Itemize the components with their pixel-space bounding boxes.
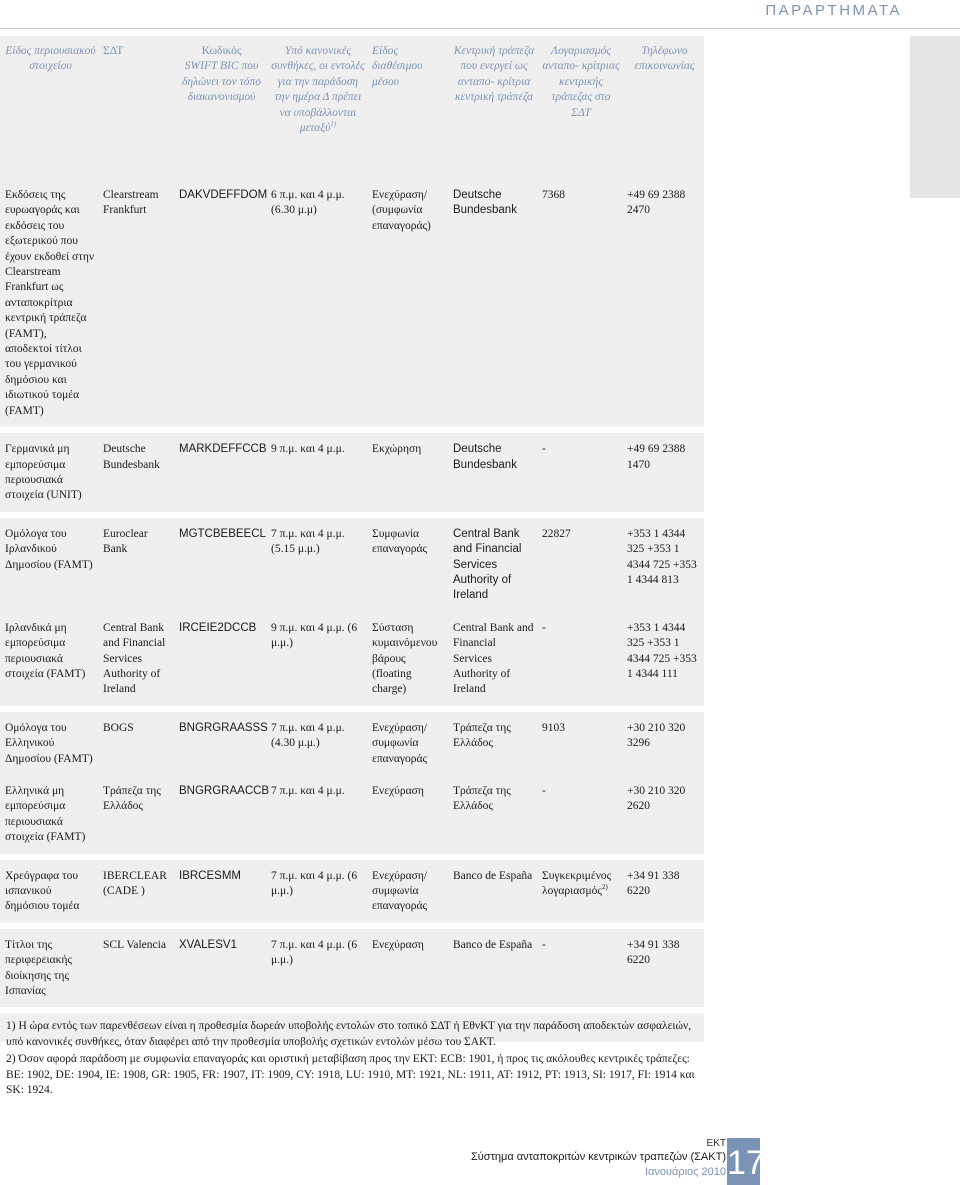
cell-sss: Central Bank and Financial Services Authority of Ireland [103,621,166,696]
cell-asset-type: Τίτλοι της περιφερειακής διοίκησης της Ισπανίας [0,923,98,1008]
cell-account-note: 2) [601,883,608,892]
cell-bic: MARKDEFFCCB [174,427,266,512]
cell-instrument: Ενεχύραση/ συμφωνία επαναγοράς [367,706,448,775]
cell-sss: BOGS [98,706,174,775]
cell-phone: +34 91 338 6220 [622,923,704,1008]
cell-asset-type: Χρεόγραφα του ισπανικού δημόσιου τομέα [0,854,98,923]
cell-ccb: Banco de España [448,923,537,1008]
cell-ccb: Central Bank and Financial Services Authority of Ireland [448,512,537,612]
cell-asset-type: Ομόλογα του Ελληνικού Δημοσίου (FAMT) [0,706,98,775]
cell-phone: +34 91 338 6220 [622,854,704,923]
cell-deadline: 7 π.μ. και 4 μ.μ. (5.15 μ.μ.) [266,512,367,612]
cell-sss: Deutsche Bundesbank [98,427,174,512]
cell-bic: IRCEIE2DCCB [179,621,257,634]
cell-phone: +30 210 320 2620 [627,785,686,813]
table-row [0,427,704,512]
header-swift-line2: SWIFT BIC που δηλώνει τον τόπο διακανονισμού [182,60,261,104]
cell-sss: IBERCLEAR (CADE ) [98,854,174,923]
cell-asset-type: Ιρλανδικά μη εμπορεύσιμα περιουσιακά στοιχεία (FAMT) [5,621,86,680]
table-row [0,706,704,775]
cell-ccb: Central Bank and Financial Services Authority of Ireland [453,621,534,696]
cell-deadline: 7 π.μ. και 4 μ.μ. (6 μ.μ.) [266,923,367,1008]
cell-instrument: Ενεχύραση/ συμφωνία επαναγοράς [367,854,448,923]
footer-org: ΕΚΤ [706,1138,726,1149]
ccbm-table-panel [0,36,704,1097]
cell-asset-type: Εκδόσεις της ευρωαγοράς και εκδόσεις του εξωτερικού που έχουν εκδοθεί στην Clearstream Frankfurt ως ανταποκρίτρια κεντρική τράπεζα (FAMT), αποδεκτοί τίτλοι του γερμανικού δημόσιου και ιδιωτικού τομέα (FAMT) [5,189,95,417]
header-row [0,36,704,179]
cell-sss: Clearstream Frankfurt [103,189,159,217]
cell-account: - [537,923,622,1008]
cell-deadline: 6 π.μ. και 4 μ.μ. (6.30 μ.μ) [271,189,345,217]
table-row [0,179,704,427]
header-sss: ΣΔΤ [103,45,124,57]
ccbm-table [0,36,704,1007]
cell-deadline: 9 π.μ. και 4 μ.μ. [266,427,367,512]
side-tab [910,36,960,198]
cell-instrument: Συμφωνία επαναγοράς [367,512,448,612]
cell-ccb: Τράπεζα της Ελλάδος [453,785,511,813]
cell-phone: +30 210 320 3296 [622,706,704,775]
cell-asset-type: Γερμανικά μη εμπορεύσιμα περιουσιακά στοιχεία (UNIT) [0,427,98,512]
cell-bic: BNGRGRAASSS [174,706,266,775]
cell-account: 7368 [542,189,565,201]
footnote-1: 1) Η ώρα εντός των παρενθέσεων είναι η προθεσμία δωρεάν υποβολής εντολών στο τοπικό ΣΔΤ ή ΕθνΚΤ για την παράδοση αποδεκτών ασφαλειών, υπό κανονικές συνθήκες, όταν διαφέρει από την προθεσμία υποβολής σχετικών εντολών μέσω του ΣΑΚΤ. [6,1020,692,1048]
cell-phone: +49 69 2388 1470 [622,427,704,512]
cell-instrument: Εκχώρηση [367,427,448,512]
cell-instrument: Ενεχύραση [367,923,448,1008]
cell-account: - [537,427,622,512]
cell-phone: +353 1 4344 325 +353 1 4344 725 +353 1 4344 111 [627,621,697,680]
cell-bic: MGTCBEBEECL [174,512,266,612]
cell-sss: SCL Valencia [98,923,174,1008]
header-deadline-note: 1) [330,120,337,129]
cell-account: - [542,621,546,634]
cell-ccb: Τράπεζα της Ελλάδος [448,706,537,775]
header-phone: Τηλέφωνο επικοινωνίας [634,45,695,73]
cell-account: - [542,785,546,797]
cell-ccb: Banco de España [448,854,537,923]
table-row [0,775,704,854]
table-row [0,612,704,706]
page-number: 17 [727,1144,765,1182]
cell-asset-type: Ελληνικά μη εμπορεύσιμα περιουσιακά στοιχεία (FAMT) [5,785,86,844]
cell-ccb: Deutsche Bundesbank [448,427,537,512]
cell-account [537,854,622,923]
cell-deadline: 7 π.μ. και 4 μ.μ. [271,785,345,797]
footer-date: Ιανουάριος 2010 [644,1166,726,1178]
table-row [0,923,704,1008]
header-swift-line1: Κωδικός [201,45,242,57]
cell-phone: +49 69 2388 2470 [627,189,686,217]
footnotes [0,1007,704,1098]
cell-account: 22827 [537,512,622,612]
header-asset-type: Είδος περιουσιακού στοιχείου [5,45,96,73]
header-deadline-text: Υπό κανονικές συνθήκες, οι εντολές για την παράδοση την ημέρα Δ πρέπει να υποβάλλονται μεταξύ [271,45,365,135]
cell-instrument: Ενεχύραση/ (συμφωνία επαναγοράς) [372,189,431,232]
cell-bic: BNGRGRAACCB [179,785,270,797]
cell-ccb: Deutsche Bundesbank [453,189,517,217]
cell-bic: DAKVDEFFDOM [179,189,268,201]
section-title: ΠΑΡΑΡΤΗΜΑΤΑ [765,2,902,19]
header-deadline [266,36,367,179]
cell-phone: +353 1 4344 325 +353 1 4344 725 +353 1 4344 813 [622,512,704,612]
cell-account: 9103 [537,706,622,775]
footer-title: Σύστημα ανταποκριτών κεντρικών τραπεζών (ΣΑΚΤ) [470,1151,726,1163]
cell-asset-type: Ομόλογα του Ιρλανδικού Δημοσίου (FAMT) [0,512,98,612]
cell-deadline: 7 π.μ. και 4 μ.μ. (6 μ.μ.) [266,854,367,923]
header-instrument: Είδος διαθέσιμου μέσου [372,45,423,88]
cell-deadline: 9 π.μ. και 4 μ.μ. (6 μ.μ.) [271,621,358,650]
header-swift [174,36,266,179]
cell-account-text: Συγκεκριμένος λογαριασμός [542,869,612,898]
cell-bic: XVALESV1 [174,923,266,1008]
cell-instrument: Σύσταση κυμαινόμενου βάρους (floating charge) [372,621,438,696]
cell-sss: Τράπεζα της Ελλάδος [103,785,161,813]
header-rule [0,28,960,29]
table-row [0,854,704,923]
table-row [0,512,704,612]
cell-deadline: 7 π.μ. και 4 μ.μ. (4.30 μ.μ.) [266,706,367,775]
footnote-2: 2) Όσον αφορά παράδοση με συμφωνία επαναγοράς και οριστική μεταβίβαση προς την ΕΚΤ: ECB: 1901, ή προς τις ακόλουθες κεντρικές τράπεζες: BE: 1902, DE: 1904, IE: 1908, GR: 1905, FR: 1907, IT: 1909, CY: 1918, LU: 1910, MT: 1921, NL: 1911, AT: 1912, PT: 1913, SI: 1917, FI: 1914 και SK: 1924. [6,1053,695,1097]
cell-bic: IBRCESMM [174,854,266,923]
cell-sss: Euroclear Bank [98,512,174,612]
header-account: Λογαριασμός ανταπο- κρίτριας κεντρικής τράπεζας στο ΣΔΤ [542,45,620,119]
cell-instrument: Ενεχύραση [372,785,424,797]
header-ccb: Κεντρική τράπεζα που ενεργεί ως ανταπο- κρίτρια κεντρική τράπεζα [453,45,535,104]
